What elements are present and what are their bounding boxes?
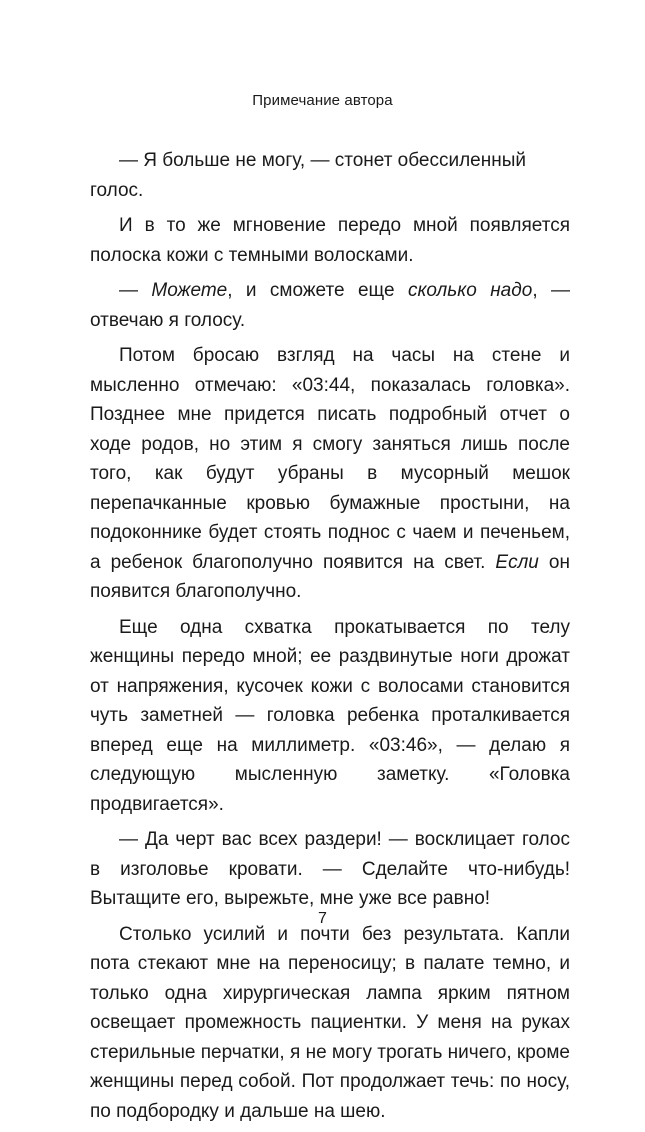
p4-italic: Если xyxy=(495,551,539,573)
page-number: 7 xyxy=(318,910,327,927)
paragraph-5: Еще одна схватка прокатывается по телу женщины передо мной; ее раздвинутые ноги дрожат от напряжения, кусочек кожи с волосами становится чуть заметней — головка ребенка проталкивается вперед еще на миллиметр. «03:46», — делаю я следующую мысленную заметку. «Головка продвигается». xyxy=(90,616,570,815)
p4-end: он появится благополучно. xyxy=(90,551,570,602)
paragraph-3 xyxy=(90,276,570,335)
p3-end: , — отвечаю я голосу. xyxy=(90,280,571,331)
p3-dash: — xyxy=(119,280,152,301)
p3-italic-1: Можете xyxy=(151,280,228,301)
body-text xyxy=(90,146,570,1132)
paragraph-4 xyxy=(90,341,570,607)
paragraph-6: — Да черт вас всех раздери! — восклицает голос в изголовье кровати. — Сделайте что-нибудь! Вытащите его, вырежьте, мне уже все равно! xyxy=(90,829,570,909)
paragraph-2: И в то же мгновение передо мной появляется полоска кожи с темными волосками. xyxy=(90,215,570,266)
running-head: Примечание автора xyxy=(252,92,393,109)
paragraph-1: — Я больше не могу, — стонет обессиленный голос. xyxy=(90,150,527,201)
p3-italic-2: сколько надо xyxy=(407,280,533,301)
paragraph-7: Столько усилий и почти без результата. Капли пота стекают мне на переносицу; в палате темно, и только одна хирургическая лампа ярким пятном освещает промежность пациентки. У меня на руках стерильные перчатки, я не могу трогать ничего, кроме женщины перед собой. Пот продолжает течь: по носу, по подбородку и дальше на шею. xyxy=(90,923,570,1122)
p4-text: Потом бросаю взгляд на часы на стене и мысленно отмечаю: «03:44, показалась головка». Позднее мне придется писать подробный отчет о ходе родов, но этим я смогу заняться лишь после того, как будут убраны в мусорный мешок перепачканные кровью бумажные простыни, на подоконнике будет стоять поднос с чаем и печеньем, а ребенок благополучно появится на свет. xyxy=(90,345,570,573)
p3-mid: , и сможете еще xyxy=(227,280,408,301)
